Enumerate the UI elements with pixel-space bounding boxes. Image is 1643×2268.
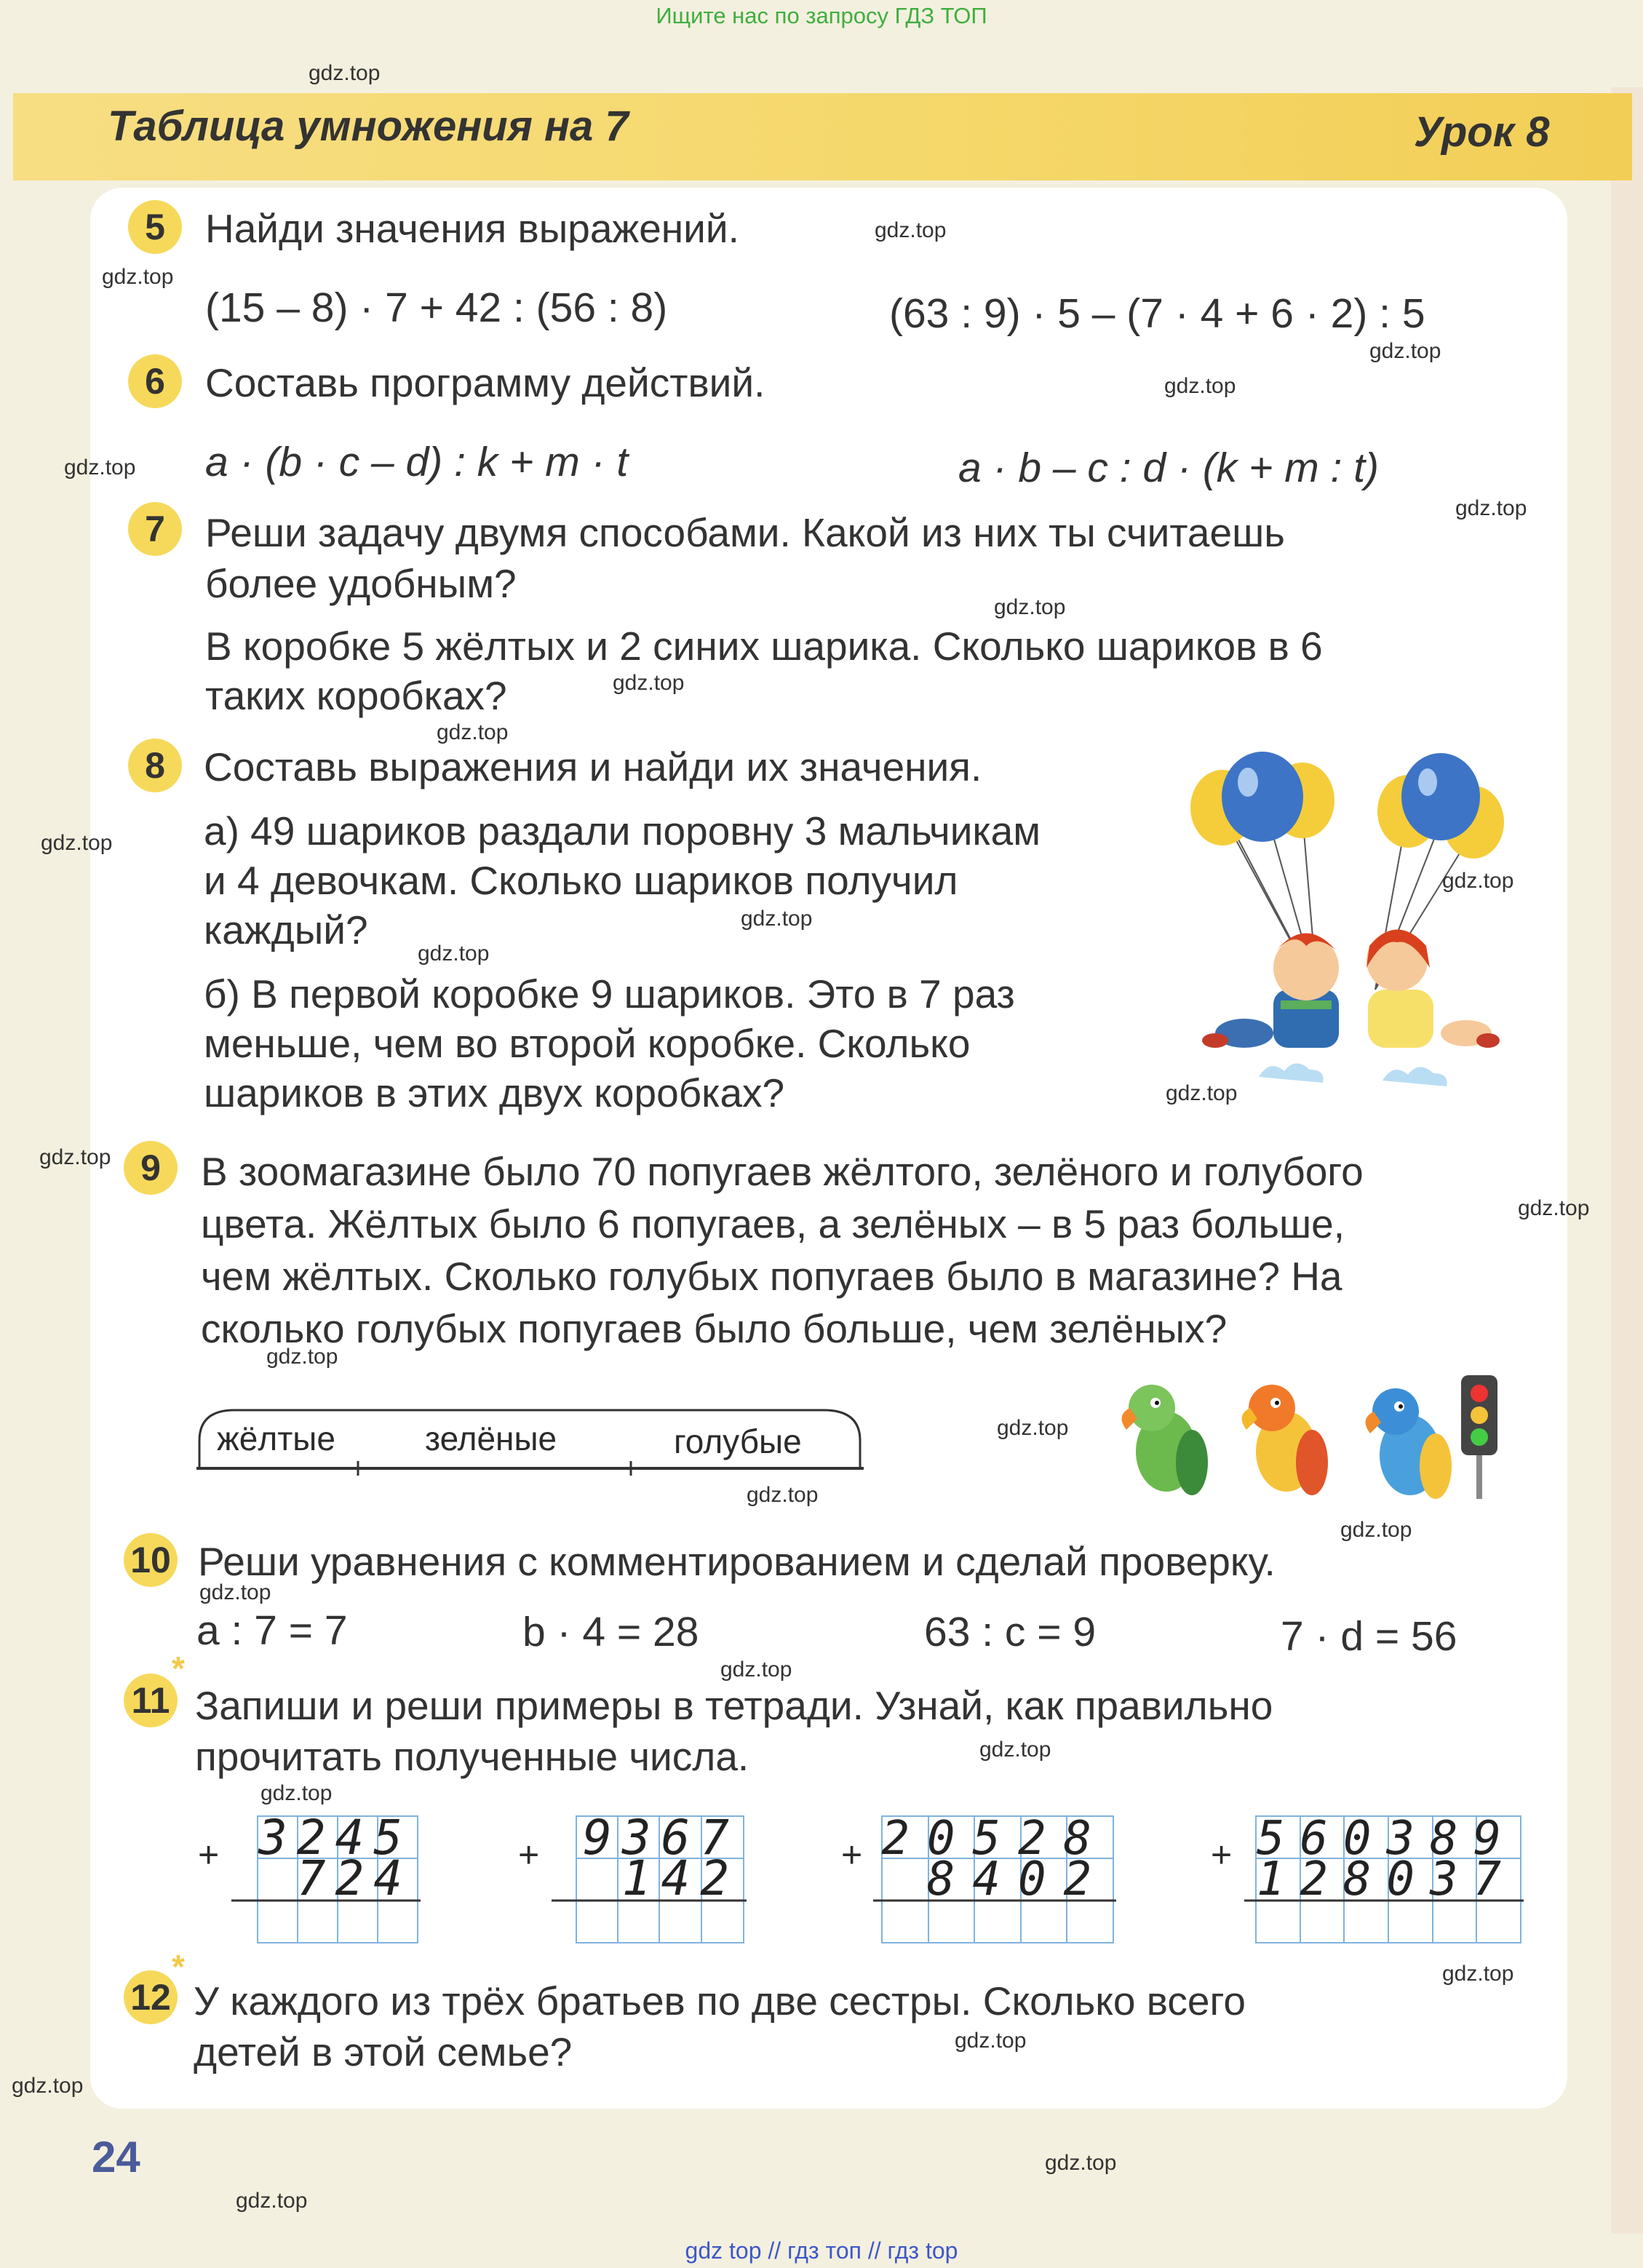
- watermark: gdz.top: [955, 2029, 1027, 2053]
- task-6-expression-1: a · (b · c – d) : k + m · t: [205, 439, 629, 485]
- watermark: gdz.top: [437, 720, 509, 744]
- task-number-9: 9: [124, 1141, 178, 1195]
- equation-1: a : 7 = 7: [196, 1607, 348, 1654]
- watermark: gdz.top: [418, 942, 490, 966]
- watermark: gdz.top: [1166, 1081, 1238, 1105]
- sum-1-plus: +: [198, 1834, 220, 1875]
- watermark: gdz.top: [747, 1483, 819, 1507]
- segment-label-yellow: жёлтые: [217, 1420, 335, 1457]
- sum-4-top: 560389: [1256, 1813, 1516, 1866]
- watermark: gdz.top: [1369, 339, 1441, 363]
- watermark: gdz.top: [1045, 2151, 1117, 2175]
- task-8-line-1: Составь выражения и найди их значения.: [204, 744, 982, 789]
- task-7-line-2: более удобным?: [205, 561, 517, 606]
- watermark: gdz.top: [199, 1580, 271, 1604]
- column-sum-1: [230, 1813, 421, 1946]
- task-5-expression-1: (15 – 8) · 7 + 42 : (56 : 8): [205, 285, 668, 331]
- column-sum-4: [1243, 1813, 1524, 1946]
- task-12-star: *: [172, 1948, 185, 1986]
- task-number-6: 6: [128, 354, 182, 408]
- top-banner: Ищите нас по запросу ГДЗ ТОП: [656, 3, 987, 28]
- watermark: gdz.top: [979, 1738, 1051, 1762]
- watermark: gdz.top: [266, 1345, 338, 1369]
- column-sum-2: [550, 1813, 748, 1946]
- column-sum-3: [872, 1813, 1116, 1946]
- watermark: gdz.top: [39, 1145, 111, 1169]
- task-12-line-2: детей в этой семье?: [194, 2029, 573, 2074]
- watermark: gdz.top: [12, 2074, 84, 2098]
- task-11-line-1: Запиши и реши примеры в тетради. Узнай, как правильно: [195, 1683, 1273, 1728]
- bottom-banner: gdz top // гдз топ // гдз top: [685, 2237, 958, 2264]
- segment-label-green: зелёные: [425, 1420, 557, 1457]
- sum-2-bottom: 142: [621, 1850, 739, 1906]
- task-8-line-4: каждый?: [204, 907, 368, 952]
- segment-label-blue: голубые: [674, 1423, 802, 1460]
- task-7-line-1: Реши задачу двумя способами. Какой из них ты считаешь: [205, 510, 1285, 555]
- task-9-line-1: В зоомагазине было 70 попугаев жёлтого, зелёного и голубого: [201, 1149, 1364, 1194]
- task-9-line-3: чем жёлтых. Сколько голубых попугаев было в магазине? На: [201, 1254, 1342, 1299]
- watermark: gdz.top: [997, 1416, 1069, 1440]
- task-8-line-3: и 4 девочкам. Сколько шариков получил: [204, 858, 958, 903]
- task-number-10: 10: [124, 1533, 178, 1587]
- task-9-line-2: цвета. Жёлтых было 6 попугаев, а зелёных – в 5 раз больше,: [201, 1201, 1345, 1246]
- sum-1-top: 3245: [258, 1813, 412, 1866]
- task-12-line-1: У каждого из трёх братьев по две сестры. Сколько всего: [194, 1978, 1246, 2024]
- parrots-illustration: [1097, 1368, 1519, 1513]
- sum-2-top: 9367: [583, 1813, 739, 1866]
- watermark: gdz.top: [720, 1658, 792, 1682]
- task-8-line-6: меньше, чем во второй коробке. Сколько: [204, 1021, 971, 1066]
- task-11-star: *: [172, 1650, 185, 1687]
- watermark: gdz.top: [309, 61, 381, 85]
- sum-2-plus: +: [518, 1834, 540, 1875]
- watermark: gdz.top: [1442, 1962, 1514, 1986]
- task-number-7: 7: [128, 502, 182, 556]
- equation-4: 7 · d = 56: [1281, 1613, 1457, 1660]
- sum-4-plus: +: [1211, 1834, 1233, 1875]
- task-number-8: 8: [128, 739, 182, 792]
- equation-3: 63 : c = 9: [924, 1609, 1097, 1655]
- lesson-label: Урок 8: [1414, 108, 1550, 156]
- task-8-line-7: шариков в этих двух коробках?: [204, 1070, 785, 1115]
- watermark: gdz.top: [1442, 869, 1514, 893]
- task-11-line-2: прочитать полученные числа.: [195, 1734, 749, 1779]
- task-6-expression-2: a · b – c : d · (k + m : t): [958, 445, 1380, 491]
- page-edge: [1611, 87, 1643, 2234]
- sum-1-bottom: 724: [296, 1850, 412, 1906]
- task-10-text: Реши уравнения с комментированием и сделай проверку.: [198, 1539, 1276, 1584]
- task-8-line-2: а) 49 шариков раздали поровну 3 мальчикам: [204, 808, 1041, 854]
- sum-3-top: 20528: [881, 1813, 1109, 1866]
- watermark: gdz.top: [741, 907, 813, 931]
- watermark: gdz.top: [875, 218, 947, 242]
- watermark: gdz.top: [102, 265, 174, 289]
- watermark: gdz.top: [41, 831, 113, 855]
- watermark: gdz.top: [1164, 374, 1236, 398]
- watermark: gdz.top: [1455, 496, 1527, 520]
- task-8-line-5: б) В первой коробке 9 шариков. Это в 7 раз: [204, 971, 1015, 1016]
- sum-3-plus: +: [841, 1834, 863, 1875]
- watermark: gdz.top: [64, 455, 136, 480]
- sum-4-bottom: 128037: [1256, 1853, 1516, 1906]
- page-number: 24: [92, 2133, 140, 2181]
- kids-with-balloons-illustration: [1179, 749, 1506, 1099]
- task-9-line-4: сколько голубых попугаев было больше, чем зелёных?: [201, 1306, 1228, 1351]
- watermark: gdz.top: [1518, 1196, 1590, 1220]
- watermark: gdz.top: [1340, 1518, 1412, 1542]
- watermark: gdz.top: [260, 1781, 333, 1805]
- equation-2: b · 4 = 28: [522, 1609, 699, 1655]
- task-7-line-3: В коробке 5 жёлтых и 2 синих шарика. Сколько шариков в 6: [205, 624, 1323, 669]
- watermark: gdz.top: [994, 595, 1066, 619]
- task-6-text: Составь программу действий.: [205, 360, 765, 405]
- task-number-11: 11: [124, 1674, 178, 1727]
- watermark: gdz.top: [613, 671, 685, 695]
- watermark: gdz.top: [236, 2189, 308, 2213]
- task-5-text: Найди значения выражений.: [205, 206, 739, 251]
- task-number-12: 12: [124, 1970, 178, 2024]
- page-title: Таблица умножения на 7: [108, 103, 629, 150]
- sum-3-bottom: 8402: [926, 1853, 1109, 1906]
- task-5-expression-2: (63 : 9) · 5 – (7 · 4 + 6 · 2) : 5: [889, 290, 1425, 337]
- task-7-line-4: таких коробках?: [205, 673, 507, 718]
- task-number-5: 5: [128, 200, 182, 254]
